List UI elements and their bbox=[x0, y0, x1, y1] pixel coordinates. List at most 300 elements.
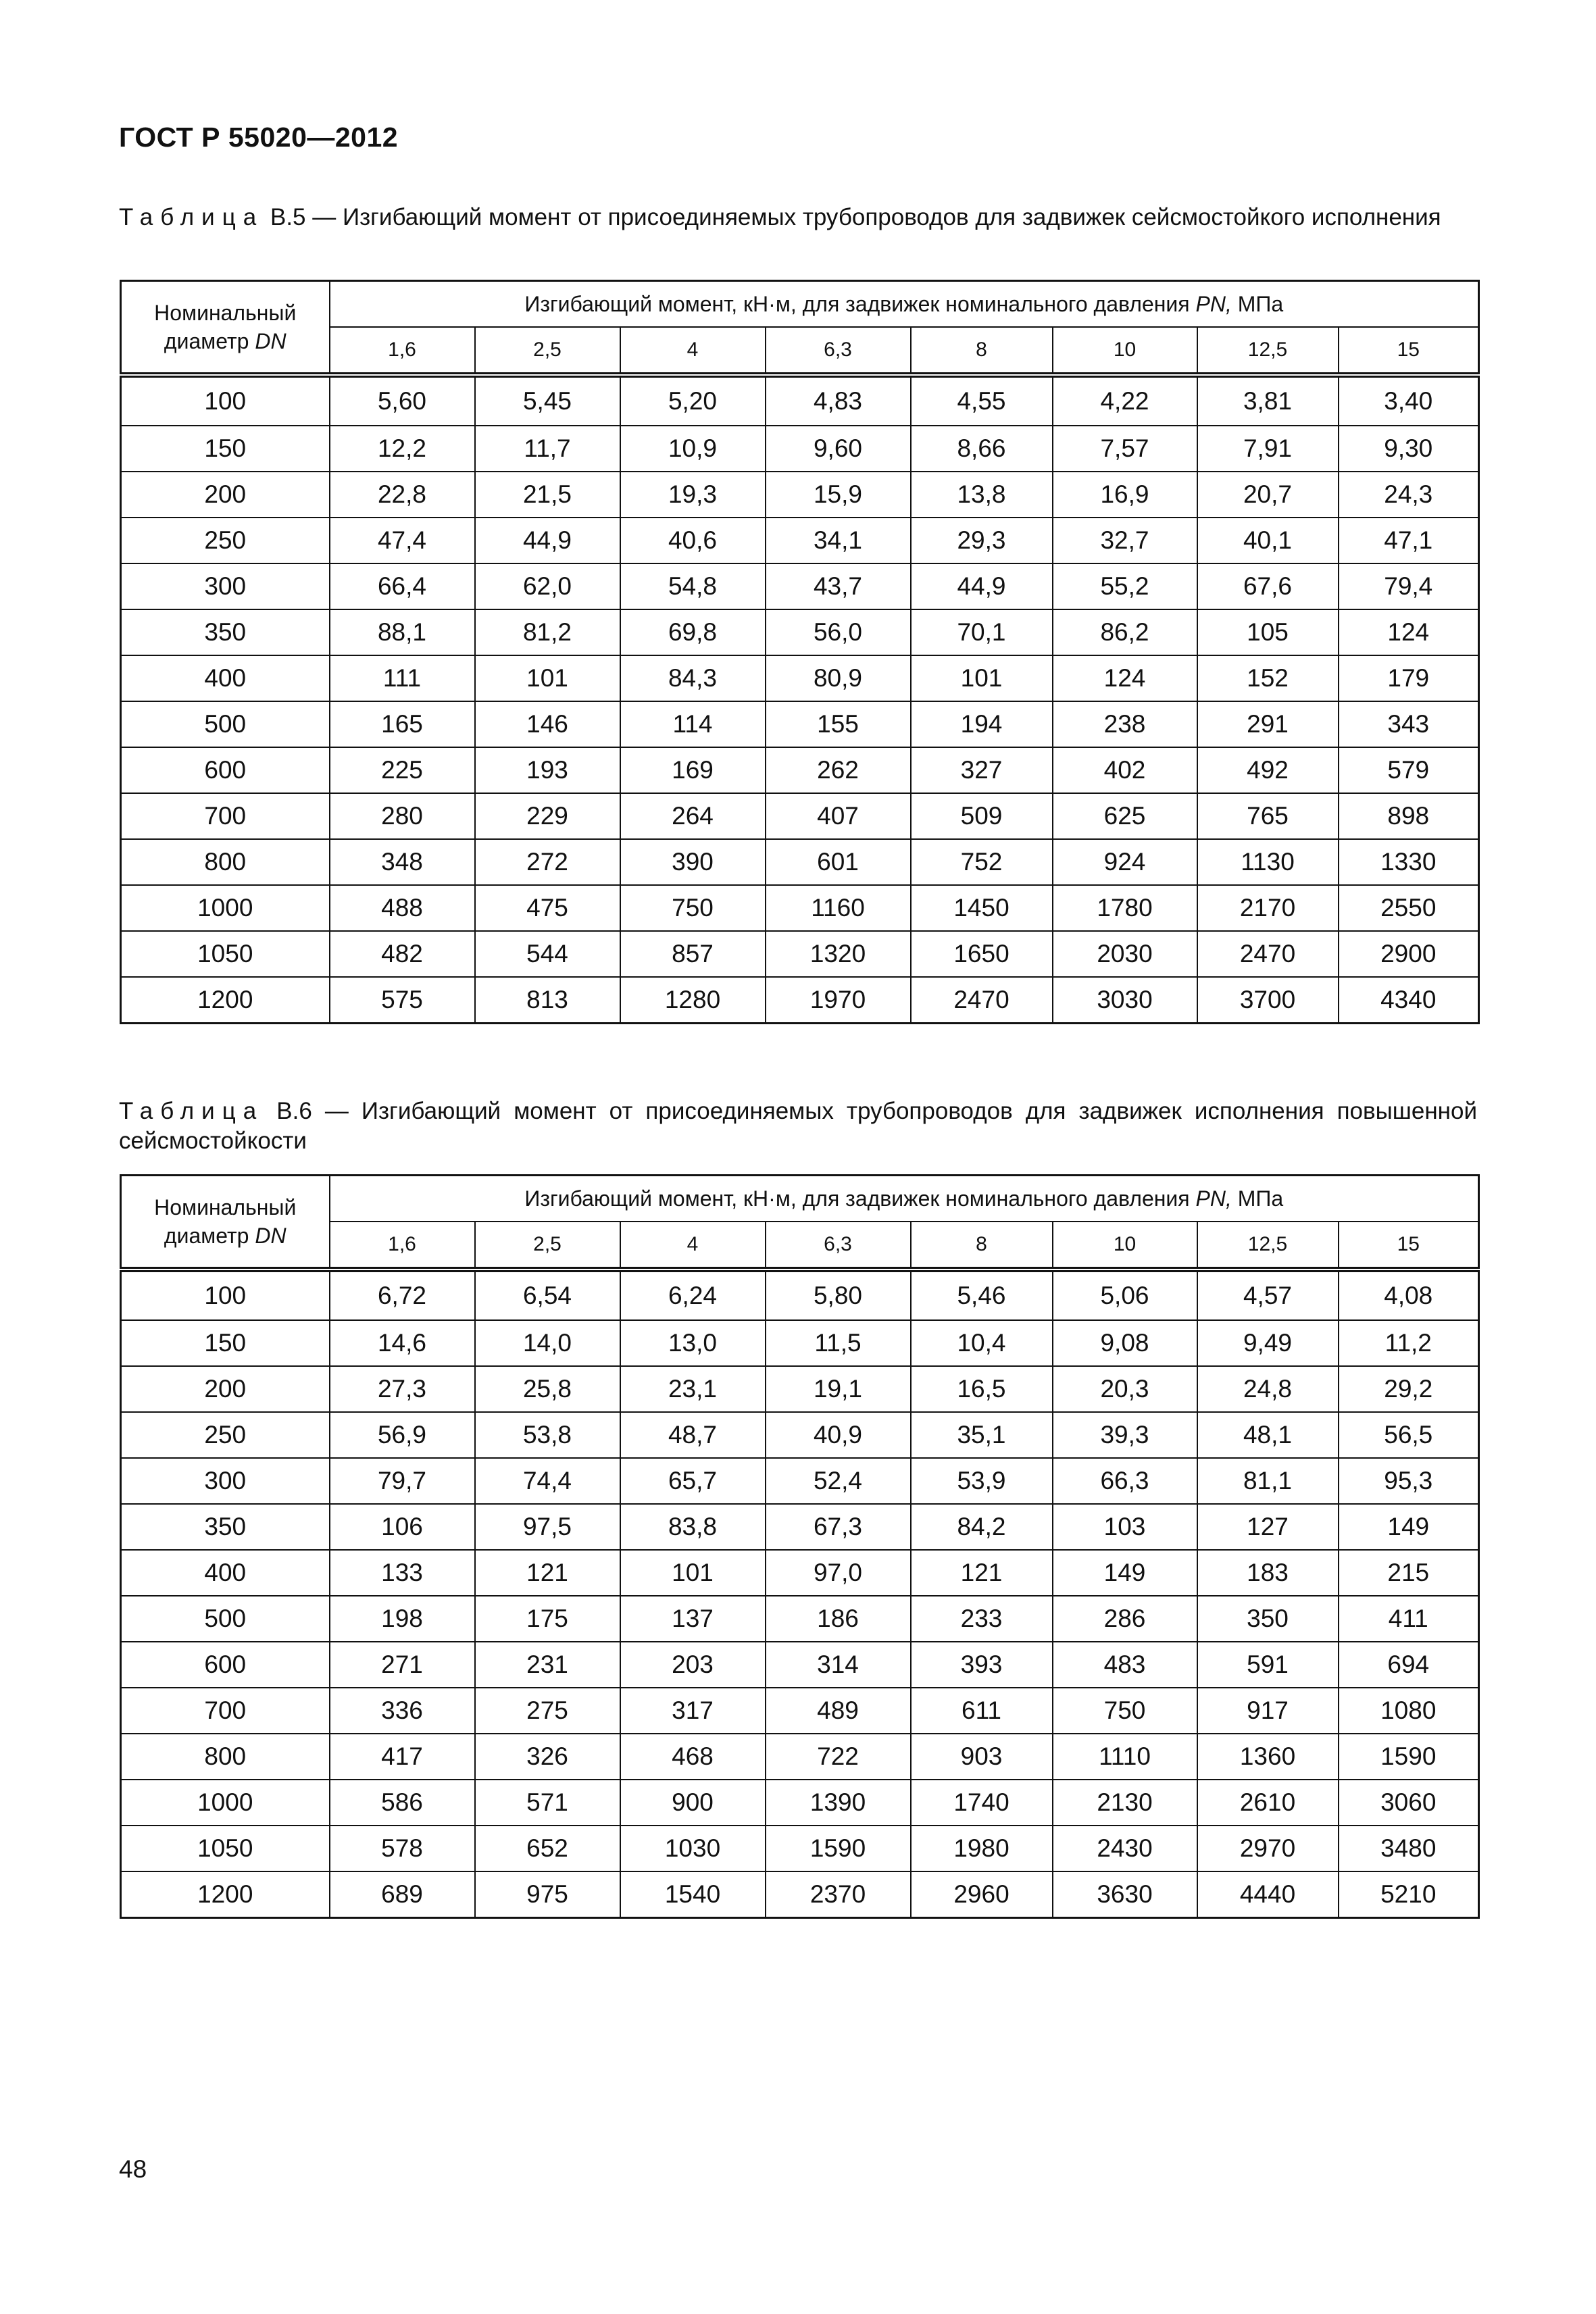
table-row bbox=[121, 1871, 1479, 1918]
moment-value-cell: 694 bbox=[1339, 1642, 1479, 1688]
table-row bbox=[121, 1550, 1479, 1596]
moment-value-cell: 12,2 bbox=[330, 426, 475, 472]
diameter-cell: 500 bbox=[121, 701, 330, 747]
moment-value-cell: 175 bbox=[475, 1596, 620, 1642]
moment-value-cell: 67,3 bbox=[766, 1504, 911, 1550]
moment-value-cell: 1740 bbox=[911, 1780, 1053, 1826]
moment-value-cell: 1780 bbox=[1053, 885, 1197, 931]
moment-value-cell: 56,9 bbox=[330, 1412, 475, 1458]
moment-value-cell: 11,7 bbox=[475, 426, 620, 472]
moment-value-cell: 275 bbox=[475, 1688, 620, 1734]
table-b5 bbox=[120, 280, 1480, 1024]
moment-value-cell: 7,57 bbox=[1053, 426, 1197, 472]
moment-value-cell: 146 bbox=[475, 701, 620, 747]
moment-value-cell: 1980 bbox=[911, 1826, 1053, 1871]
header-pressure-cell: 6,3 bbox=[766, 1222, 911, 1269]
header-bending-moment bbox=[330, 281, 1479, 328]
table-row bbox=[121, 793, 1479, 839]
moment-value-cell: 69,8 bbox=[620, 609, 766, 655]
moment-value-cell: 578 bbox=[330, 1826, 475, 1871]
moment-value-cell: 111 bbox=[330, 655, 475, 701]
header-pressure-cell: 4 bbox=[620, 327, 766, 375]
moment-value-cell: 917 bbox=[1197, 1688, 1339, 1734]
moment-value-cell: 231 bbox=[475, 1642, 620, 1688]
diameter-cell: 200 bbox=[121, 472, 330, 518]
moment-value-cell: 4,08 bbox=[1339, 1269, 1479, 1320]
moment-value-cell: 9,60 bbox=[766, 426, 911, 472]
moment-value-cell: 14,6 bbox=[330, 1320, 475, 1366]
moment-value-cell: 4,83 bbox=[766, 375, 911, 426]
moment-value-cell: 975 bbox=[475, 1871, 620, 1918]
moment-value-cell: 579 bbox=[1339, 747, 1479, 793]
moment-value-cell: 407 bbox=[766, 793, 911, 839]
moment-value-cell: 343 bbox=[1339, 701, 1479, 747]
diameter-cell: 600 bbox=[121, 1642, 330, 1688]
diameter-cell: 1000 bbox=[121, 885, 330, 931]
moment-value-cell: 336 bbox=[330, 1688, 475, 1734]
moment-value-cell: 70,1 bbox=[911, 609, 1053, 655]
moment-value-cell: 179 bbox=[1339, 655, 1479, 701]
moment-value-cell: 56,0 bbox=[766, 609, 911, 655]
moment-value-cell: 13,8 bbox=[911, 472, 1053, 518]
moment-value-cell: 898 bbox=[1339, 793, 1479, 839]
page-number: 48 bbox=[119, 2155, 147, 2183]
moment-value-cell: 4340 bbox=[1339, 977, 1479, 1024]
moment-value-cell: 3,40 bbox=[1339, 375, 1479, 426]
moment-value-cell: 750 bbox=[620, 885, 766, 931]
header-moment-unit: МПа bbox=[1231, 1186, 1284, 1211]
diameter-cell: 400 bbox=[121, 1550, 330, 1596]
moment-value-cell: 857 bbox=[620, 931, 766, 977]
moment-value-cell: 66,4 bbox=[330, 563, 475, 609]
header-pressure-cell: 4 bbox=[620, 1222, 766, 1269]
moment-value-cell: 238 bbox=[1053, 701, 1197, 747]
moment-value-cell: 233 bbox=[911, 1596, 1053, 1642]
moment-value-cell: 152 bbox=[1197, 655, 1339, 701]
moment-value-cell: 19,1 bbox=[766, 1366, 911, 1412]
header-pressure-cell: 8 bbox=[911, 1222, 1053, 1269]
moment-value-cell: 9,30 bbox=[1339, 426, 1479, 472]
moment-value-cell: 1160 bbox=[766, 885, 911, 931]
moment-value-cell: 193 bbox=[475, 747, 620, 793]
moment-value-cell: 2900 bbox=[1339, 931, 1479, 977]
moment-value-cell: 2610 bbox=[1197, 1780, 1339, 1826]
table-row bbox=[121, 1320, 1479, 1366]
moment-value-cell: 53,9 bbox=[911, 1458, 1053, 1504]
moment-value-cell: 2970 bbox=[1197, 1826, 1339, 1871]
moment-value-cell: 2430 bbox=[1053, 1826, 1197, 1871]
moment-value-cell: 262 bbox=[766, 747, 911, 793]
moment-value-cell: 317 bbox=[620, 1688, 766, 1734]
diameter-cell: 700 bbox=[121, 793, 330, 839]
moment-value-cell: 203 bbox=[620, 1642, 766, 1688]
moment-value-cell: 65,7 bbox=[620, 1458, 766, 1504]
moment-value-cell: 47,4 bbox=[330, 518, 475, 563]
moment-value-cell: 44,9 bbox=[911, 563, 1053, 609]
table-row bbox=[121, 1780, 1479, 1826]
moment-value-cell: 29,2 bbox=[1339, 1366, 1479, 1412]
moment-value-cell: 29,3 bbox=[911, 518, 1053, 563]
moment-value-cell: 1330 bbox=[1339, 839, 1479, 885]
diameter-cell: 250 bbox=[121, 518, 330, 563]
moment-value-cell: 2130 bbox=[1053, 1780, 1197, 1826]
moment-value-cell: 3060 bbox=[1339, 1780, 1479, 1826]
moment-value-cell: 149 bbox=[1339, 1504, 1479, 1550]
moment-value-cell: 165 bbox=[330, 701, 475, 747]
diameter-cell: 1200 bbox=[121, 977, 330, 1024]
table-row bbox=[121, 701, 1479, 747]
table-row bbox=[121, 977, 1479, 1024]
moment-value-cell: 79,4 bbox=[1339, 563, 1479, 609]
moment-value-cell: 34,1 bbox=[766, 518, 911, 563]
header-pressure-cell: 1,6 bbox=[330, 327, 475, 375]
moment-value-cell: 86,2 bbox=[1053, 609, 1197, 655]
moment-value-cell: 10,9 bbox=[620, 426, 766, 472]
header-pressure-cell: 6,3 bbox=[766, 327, 911, 375]
moment-value-cell: 215 bbox=[1339, 1550, 1479, 1596]
table-row bbox=[121, 1366, 1479, 1412]
moment-value-cell: 314 bbox=[766, 1642, 911, 1688]
moment-value-cell: 5,20 bbox=[620, 375, 766, 426]
header-nominal-diameter bbox=[121, 281, 330, 376]
moment-value-cell: 652 bbox=[475, 1826, 620, 1871]
table-row bbox=[121, 1688, 1479, 1734]
diameter-cell: 300 bbox=[121, 1458, 330, 1504]
header-pressure-cell: 8 bbox=[911, 327, 1053, 375]
moment-value-cell: 903 bbox=[911, 1734, 1053, 1780]
moment-value-cell: 468 bbox=[620, 1734, 766, 1780]
moment-value-cell: 52,4 bbox=[766, 1458, 911, 1504]
moment-value-cell: 3700 bbox=[1197, 977, 1339, 1024]
header-diameter-label: диаметр bbox=[164, 329, 255, 353]
diameter-cell: 200 bbox=[121, 1366, 330, 1412]
moment-value-cell: 97,5 bbox=[475, 1504, 620, 1550]
table-row bbox=[121, 1458, 1479, 1504]
moment-value-cell: 24,8 bbox=[1197, 1366, 1339, 1412]
header-pressure-cell: 12,5 bbox=[1197, 327, 1339, 375]
moment-value-cell: 114 bbox=[620, 701, 766, 747]
moment-value-cell: 924 bbox=[1053, 839, 1197, 885]
moment-value-cell: 6,72 bbox=[330, 1269, 475, 1320]
table-row bbox=[121, 563, 1479, 609]
table-row bbox=[121, 472, 1479, 518]
table-row bbox=[121, 655, 1479, 701]
moment-value-cell: 47,1 bbox=[1339, 518, 1479, 563]
moment-value-cell: 35,1 bbox=[911, 1412, 1053, 1458]
moment-value-cell: 2170 bbox=[1197, 885, 1339, 931]
moment-value-cell: 1320 bbox=[766, 931, 911, 977]
moment-value-cell: 121 bbox=[911, 1550, 1053, 1596]
table-row bbox=[121, 1826, 1479, 1871]
moment-value-cell: 25,8 bbox=[475, 1366, 620, 1412]
moment-value-cell: 97,0 bbox=[766, 1550, 911, 1596]
header-dn-label: DN bbox=[255, 329, 286, 353]
moment-value-cell: 101 bbox=[911, 655, 1053, 701]
diameter-cell: 700 bbox=[121, 1688, 330, 1734]
moment-value-cell: 81,2 bbox=[475, 609, 620, 655]
moment-value-cell: 3480 bbox=[1339, 1826, 1479, 1871]
moment-value-cell: 900 bbox=[620, 1780, 766, 1826]
moment-value-cell: 1130 bbox=[1197, 839, 1339, 885]
moment-value-cell: 53,8 bbox=[475, 1412, 620, 1458]
moment-value-cell: 5,46 bbox=[911, 1269, 1053, 1320]
moment-value-cell: 127 bbox=[1197, 1504, 1339, 1550]
moment-value-cell: 488 bbox=[330, 885, 475, 931]
moment-value-cell: 475 bbox=[475, 885, 620, 931]
header-bending-moment bbox=[330, 1176, 1479, 1222]
moment-value-cell: 229 bbox=[475, 793, 620, 839]
table-row bbox=[121, 609, 1479, 655]
moment-value-cell: 1590 bbox=[1339, 1734, 1479, 1780]
table-row bbox=[121, 1734, 1479, 1780]
diameter-cell: 1200 bbox=[121, 1871, 330, 1918]
moment-value-cell: 137 bbox=[620, 1596, 766, 1642]
diameter-cell: 350 bbox=[121, 1504, 330, 1550]
moment-value-cell: 286 bbox=[1053, 1596, 1197, 1642]
header-moment-prefix: Изгибающий момент, кН·м, для задвижек номинального давления bbox=[524, 291, 1196, 316]
moment-value-cell: 571 bbox=[475, 1780, 620, 1826]
moment-value-cell: 55,2 bbox=[1053, 563, 1197, 609]
header-pn-label: PN, bbox=[1195, 1186, 1232, 1211]
moment-value-cell: 1390 bbox=[766, 1780, 911, 1826]
diameter-cell: 100 bbox=[121, 375, 330, 426]
moment-value-cell: 20,3 bbox=[1053, 1366, 1197, 1412]
moment-value-cell: 198 bbox=[330, 1596, 475, 1642]
table-b5-caption-text: В.5 — Изгибающий момент от присоединяемых трубопроводов для задвижек сейсмостойкого исполнения bbox=[270, 204, 1441, 230]
moment-value-cell: 3,81 bbox=[1197, 375, 1339, 426]
moment-value-cell: 492 bbox=[1197, 747, 1339, 793]
diameter-cell: 600 bbox=[121, 747, 330, 793]
moment-value-cell: 20,7 bbox=[1197, 472, 1339, 518]
diameter-cell: 800 bbox=[121, 1734, 330, 1780]
moment-value-cell: 83,8 bbox=[620, 1504, 766, 1550]
moment-value-cell: 24,3 bbox=[1339, 472, 1479, 518]
table-b5-label: Таблица bbox=[119, 204, 264, 230]
table-row bbox=[121, 885, 1479, 931]
moment-value-cell: 482 bbox=[330, 931, 475, 977]
moment-value-cell: 417 bbox=[330, 1734, 475, 1780]
moment-value-cell: 183 bbox=[1197, 1550, 1339, 1596]
moment-value-cell: 1110 bbox=[1053, 1734, 1197, 1780]
moment-value-cell: 11,5 bbox=[766, 1320, 911, 1366]
moment-value-cell: 3030 bbox=[1053, 977, 1197, 1024]
moment-value-cell: 291 bbox=[1197, 701, 1339, 747]
diameter-cell: 1000 bbox=[121, 1780, 330, 1826]
table-row bbox=[121, 426, 1479, 472]
moment-value-cell: 84,2 bbox=[911, 1504, 1053, 1550]
moment-value-cell: 9,49 bbox=[1197, 1320, 1339, 1366]
moment-value-cell: 16,9 bbox=[1053, 472, 1197, 518]
moment-value-cell: 544 bbox=[475, 931, 620, 977]
moment-value-cell: 124 bbox=[1053, 655, 1197, 701]
document-standard-header: ГОСТ Р 55020—2012 bbox=[119, 122, 399, 153]
moment-value-cell: 402 bbox=[1053, 747, 1197, 793]
moment-value-cell: 722 bbox=[766, 1734, 911, 1780]
moment-value-cell: 2550 bbox=[1339, 885, 1479, 931]
moment-value-cell: 225 bbox=[330, 747, 475, 793]
table-row bbox=[121, 1596, 1479, 1642]
header-nominal-diameter bbox=[121, 1176, 330, 1270]
moment-value-cell: 509 bbox=[911, 793, 1053, 839]
moment-value-cell: 194 bbox=[911, 701, 1053, 747]
moment-value-cell: 105 bbox=[1197, 609, 1339, 655]
moment-value-cell: 133 bbox=[330, 1550, 475, 1596]
moment-value-cell: 1360 bbox=[1197, 1734, 1339, 1780]
moment-value-cell: 121 bbox=[475, 1550, 620, 1596]
table-row bbox=[121, 747, 1479, 793]
moment-value-cell: 5,06 bbox=[1053, 1269, 1197, 1320]
moment-value-cell: 103 bbox=[1053, 1504, 1197, 1550]
header-pressure-cell: 1,6 bbox=[330, 1222, 475, 1269]
table-b6-caption bbox=[119, 1097, 1477, 1156]
diameter-cell: 150 bbox=[121, 426, 330, 472]
moment-value-cell: 101 bbox=[620, 1550, 766, 1596]
moment-value-cell: 6,54 bbox=[475, 1269, 620, 1320]
header-pressure-cell: 10 bbox=[1053, 327, 1197, 375]
diameter-cell: 1050 bbox=[121, 931, 330, 977]
diameter-cell: 400 bbox=[121, 655, 330, 701]
moment-value-cell: 27,3 bbox=[330, 1366, 475, 1412]
moment-value-cell: 10,4 bbox=[911, 1320, 1053, 1366]
moment-value-cell: 22,8 bbox=[330, 472, 475, 518]
moment-value-cell: 43,7 bbox=[766, 563, 911, 609]
diameter-cell: 250 bbox=[121, 1412, 330, 1458]
table-row bbox=[121, 1504, 1479, 1550]
moment-value-cell: 5210 bbox=[1339, 1871, 1479, 1918]
header-pressure-cell: 12,5 bbox=[1197, 1222, 1339, 1269]
moment-value-cell: 1030 bbox=[620, 1826, 766, 1871]
moment-value-cell: 95,3 bbox=[1339, 1458, 1479, 1504]
moment-value-cell: 272 bbox=[475, 839, 620, 885]
moment-value-cell: 1650 bbox=[911, 931, 1053, 977]
moment-value-cell: 2470 bbox=[1197, 931, 1339, 977]
moment-value-cell: 625 bbox=[1053, 793, 1197, 839]
moment-value-cell: 13,0 bbox=[620, 1320, 766, 1366]
moment-value-cell: 1540 bbox=[620, 1871, 766, 1918]
moment-value-cell: 2470 bbox=[911, 977, 1053, 1024]
moment-value-cell: 62,0 bbox=[475, 563, 620, 609]
moment-value-cell: 1590 bbox=[766, 1826, 911, 1871]
moment-value-cell: 689 bbox=[330, 1871, 475, 1918]
table-row bbox=[121, 375, 1479, 426]
diameter-cell: 1050 bbox=[121, 1826, 330, 1871]
moment-value-cell: 489 bbox=[766, 1688, 911, 1734]
moment-value-cell: 155 bbox=[766, 701, 911, 747]
moment-value-cell: 66,3 bbox=[1053, 1458, 1197, 1504]
moment-value-cell: 264 bbox=[620, 793, 766, 839]
moment-value-cell: 2370 bbox=[766, 1871, 911, 1918]
diameter-cell: 100 bbox=[121, 1269, 330, 1320]
table-row bbox=[121, 931, 1479, 977]
table-row bbox=[121, 839, 1479, 885]
moment-value-cell: 5,80 bbox=[766, 1269, 911, 1320]
moment-value-cell: 4440 bbox=[1197, 1871, 1339, 1918]
header-nominal-label: Номинальный bbox=[154, 1195, 297, 1219]
moment-value-cell: 8,66 bbox=[911, 426, 1053, 472]
header-pn-label: PN, bbox=[1195, 291, 1232, 316]
moment-value-cell: 54,8 bbox=[620, 563, 766, 609]
table-b6-caption-text: В.6 — Изгибающий момент от присоединяемых трубопроводов для задвижек исполнения повышенной сейсмостойкости bbox=[119, 1098, 1477, 1154]
moment-value-cell: 4,57 bbox=[1197, 1269, 1339, 1320]
moment-value-cell: 5,45 bbox=[475, 375, 620, 426]
moment-value-cell: 4,55 bbox=[911, 375, 1053, 426]
moment-value-cell: 1450 bbox=[911, 885, 1053, 931]
moment-value-cell: 106 bbox=[330, 1504, 475, 1550]
moment-value-cell: 40,6 bbox=[620, 518, 766, 563]
moment-value-cell: 591 bbox=[1197, 1642, 1339, 1688]
header-moment-unit: МПа bbox=[1231, 291, 1284, 316]
moment-value-cell: 169 bbox=[620, 747, 766, 793]
moment-value-cell: 40,1 bbox=[1197, 518, 1339, 563]
moment-value-cell: 2960 bbox=[911, 1871, 1053, 1918]
table-row bbox=[121, 1412, 1479, 1458]
moment-value-cell: 84,3 bbox=[620, 655, 766, 701]
moment-value-cell: 601 bbox=[766, 839, 911, 885]
moment-value-cell: 21,5 bbox=[475, 472, 620, 518]
moment-value-cell: 14,0 bbox=[475, 1320, 620, 1366]
moment-value-cell: 390 bbox=[620, 839, 766, 885]
table-row bbox=[121, 1642, 1479, 1688]
moment-value-cell: 3630 bbox=[1053, 1871, 1197, 1918]
table-row bbox=[121, 1269, 1479, 1320]
moment-value-cell: 393 bbox=[911, 1642, 1053, 1688]
diameter-cell: 300 bbox=[121, 563, 330, 609]
moment-value-cell: 101 bbox=[475, 655, 620, 701]
moment-value-cell: 67,6 bbox=[1197, 563, 1339, 609]
moment-value-cell: 39,3 bbox=[1053, 1412, 1197, 1458]
header-pressure-cell: 2,5 bbox=[475, 1222, 620, 1269]
header-diameter-label: диаметр bbox=[164, 1224, 255, 1248]
moment-value-cell: 1080 bbox=[1339, 1688, 1479, 1734]
diameter-cell: 150 bbox=[121, 1320, 330, 1366]
moment-value-cell: 350 bbox=[1197, 1596, 1339, 1642]
moment-value-cell: 16,5 bbox=[911, 1366, 1053, 1412]
moment-value-cell: 11,2 bbox=[1339, 1320, 1479, 1366]
moment-value-cell: 813 bbox=[475, 977, 620, 1024]
moment-value-cell: 88,1 bbox=[330, 609, 475, 655]
moment-value-cell: 81,1 bbox=[1197, 1458, 1339, 1504]
moment-value-cell: 5,60 bbox=[330, 375, 475, 426]
moment-value-cell: 4,22 bbox=[1053, 375, 1197, 426]
moment-value-cell: 765 bbox=[1197, 793, 1339, 839]
diameter-cell: 350 bbox=[121, 609, 330, 655]
moment-value-cell: 56,5 bbox=[1339, 1412, 1479, 1458]
header-pressure-cell: 15 bbox=[1339, 327, 1479, 375]
moment-value-cell: 80,9 bbox=[766, 655, 911, 701]
moment-value-cell: 411 bbox=[1339, 1596, 1479, 1642]
header-dn-label: DN bbox=[255, 1224, 286, 1248]
header-moment-prefix: Изгибающий момент, кН·м, для задвижек номинального давления bbox=[524, 1186, 1196, 1211]
moment-value-cell: 483 bbox=[1053, 1642, 1197, 1688]
moment-value-cell: 149 bbox=[1053, 1550, 1197, 1596]
diameter-cell: 500 bbox=[121, 1596, 330, 1642]
moment-value-cell: 1970 bbox=[766, 977, 911, 1024]
moment-value-cell: 15,9 bbox=[766, 472, 911, 518]
header-pressure-cell: 10 bbox=[1053, 1222, 1197, 1269]
moment-value-cell: 48,7 bbox=[620, 1412, 766, 1458]
moment-value-cell: 6,24 bbox=[620, 1269, 766, 1320]
table-row bbox=[121, 518, 1479, 563]
moment-value-cell: 186 bbox=[766, 1596, 911, 1642]
header-nominal-label: Номинальный bbox=[154, 301, 297, 325]
moment-value-cell: 7,91 bbox=[1197, 426, 1339, 472]
moment-value-cell: 586 bbox=[330, 1780, 475, 1826]
table-b5-caption bbox=[119, 203, 1477, 232]
moment-value-cell: 327 bbox=[911, 747, 1053, 793]
moment-value-cell: 124 bbox=[1339, 609, 1479, 655]
header-pressure-cell: 15 bbox=[1339, 1222, 1479, 1269]
table-b6-label: Таблица bbox=[119, 1098, 264, 1124]
